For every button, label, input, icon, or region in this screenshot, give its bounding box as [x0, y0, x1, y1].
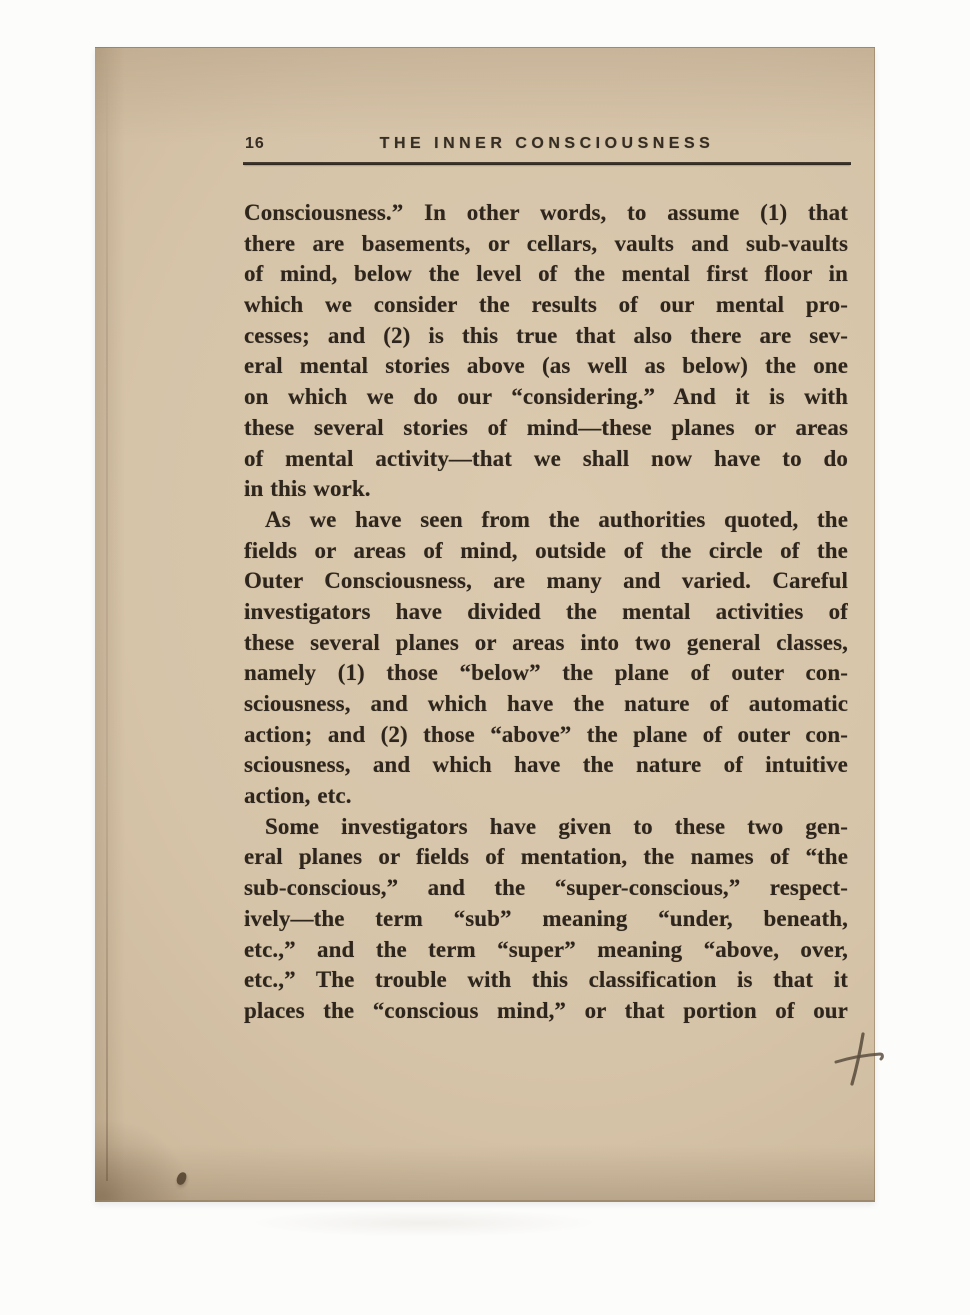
- body-line: places the “conscious mind,” or that portion of our: [244, 997, 848, 1023]
- handwritten-cross-mark: [832, 1031, 886, 1089]
- page-crease: [106, 56, 108, 1181]
- body-line: eral mental stories above (as well as below) the one: [244, 353, 848, 379]
- body-line: sciousness, and which have the nature of intuitive: [244, 752, 848, 778]
- header-rule: [243, 162, 851, 165]
- body-line: sub-conscious,” and the “super-conscious,” respect-: [244, 875, 848, 901]
- body-line: action, etc.: [244, 783, 352, 809]
- body-line: there are basements, or cellars, vaults and sub-vaults: [244, 230, 848, 256]
- scan-smudge: [200, 1205, 760, 1250]
- body-line: Consciousness.” In other words, to assume (1) that: [244, 200, 848, 225]
- body-line: of mind, below the level of the mental first floor in: [244, 261, 848, 287]
- body-line: which we consider the results of our mental pro-: [244, 292, 848, 318]
- body-line: in this work.: [244, 476, 371, 502]
- body-line: these several planes or areas into two general classes,: [244, 629, 848, 655]
- body-line: investigators have divided the mental activities of: [244, 598, 848, 624]
- body-line: of mental activity—that we shall now have to do: [244, 445, 848, 471]
- body-line: action; and (2) those “above” the plane of outer con-: [244, 721, 848, 747]
- body-line: ively—the term “sub” meaning “under, beneath,: [244, 905, 848, 931]
- body-line: fields or areas of mind, outside of the circle of the: [244, 537, 848, 563]
- body-line: etc.,” The trouble with this classification is that it: [244, 967, 848, 993]
- body-line: Outer Consciousness, are many and varied. Careful: [244, 568, 848, 594]
- book-page: [95, 47, 875, 1202]
- running-head: [244, 134, 850, 154]
- running-title: THE INNER CONSCIOUSNESS: [379, 135, 715, 152]
- page-number: 16: [245, 135, 265, 152]
- body-line: these several stories of mind—these planes or areas: [244, 414, 848, 440]
- body-line: namely (1) those “below” the plane of outer con-: [244, 660, 848, 686]
- body-line: etc.,” and the term “super” meaning “above, over,: [244, 936, 848, 962]
- body-line: Some investigators have given to these two gen-: [265, 813, 848, 839]
- body-line: cesses; and (2) is this true that also there are sev-: [244, 322, 848, 348]
- body-line: on which we do our “considering.” And it is with: [244, 384, 848, 410]
- corner-shadow: [95, 1088, 245, 1200]
- body-line: As we have seen from the authorities quoted, the: [265, 506, 848, 532]
- body-line: eral planes or fields of mentation, the names of “the: [244, 844, 848, 870]
- body-text: [244, 198, 848, 1027]
- body-line: sciousness, and which have the nature of automatic: [244, 691, 848, 716]
